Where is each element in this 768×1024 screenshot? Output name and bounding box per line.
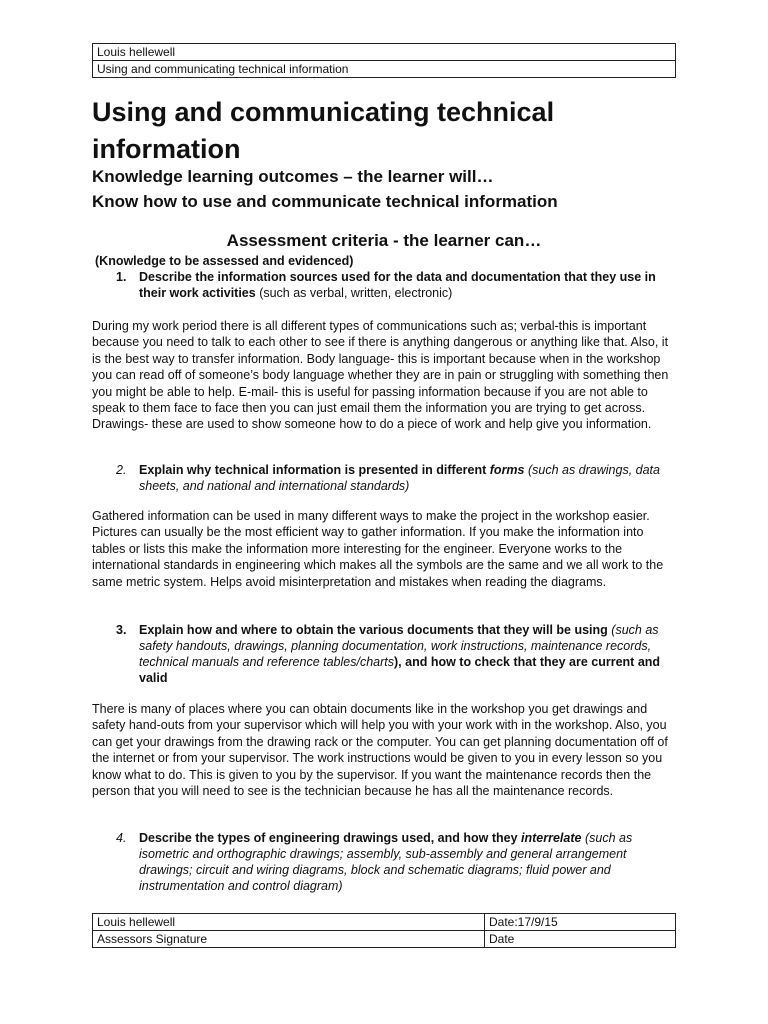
question-text: Explain why technical information is presented in different	[139, 463, 490, 477]
question-text: Explain how and where to obtain the various documents that they will be using	[139, 623, 608, 637]
date-label: Date	[485, 931, 676, 948]
footer-name: Louis hellewell	[93, 914, 485, 931]
question-number: 4.	[116, 831, 127, 845]
header-subject: Using and communicating technical information	[93, 61, 676, 78]
question-4	[116, 830, 676, 894]
header-table	[92, 43, 676, 78]
question-number: 3.	[116, 623, 127, 637]
assessment-note: (Knowledge to be assessed and evidenced)	[95, 254, 354, 268]
question-text-end: ), and how to check that they are current and valid	[139, 655, 661, 685]
answer-1: During my work period there is all different types of communications such as; verbal-this is important because you need to talk to each other to see if there is anything dangerous or anything like that. Also, it is the best way to transfer information. Body language- this is important because when in the workshop you can read off of someone’s body language whether they are in pain or struggling with something then you might be able to help. E-mail- this is useful for passing information because if you are not able to speak to them face to face then you can just email them the information you are trying to get across. Drawings- these are used to show someone how to do a piece of work and help give you information.	[92, 319, 669, 432]
question-examples: (such as drawings, data sheets, and national and international standards)	[139, 463, 660, 493]
question-examples: (such as safety handouts, drawings, planning documentation, work instructions, maintenance records, technical manuals and reference tables/charts	[139, 623, 659, 669]
question-number: 2.	[116, 463, 127, 477]
outcome-heading: Knowledge learning outcomes – the learner will…	[92, 167, 494, 186]
signature-label: Assessors Signature	[93, 931, 485, 948]
footer-table	[92, 913, 676, 948]
answer-3: There is many of places where you can obtain documents like in the workshop you get drawings and safety hand-outs from your supervisor which will help you with your work with in the workshop. Also, you can get your drawings from the drawing rack or the computer. You can get planning documentation off of the internet or from your supervisor. The work instructions would be given to you in every lesson so you know what to do. This is given to you by the supervisor. If you want the maintenance records then the person that you will need to see is the technician because he has all the maintenance records.	[92, 702, 668, 799]
question-examples: (such as verbal, written, electronic)	[255, 286, 453, 300]
question-emphasis: interrelate	[521, 831, 582, 845]
question-text: Describe the information sources used for the data and documentation that they use in their work activities	[139, 270, 656, 300]
outcome-statement: Know how to use and communicate technical information	[92, 192, 558, 211]
question-2	[116, 462, 676, 494]
question-3	[116, 622, 676, 686]
assessment-heading: Assessment criteria - the learner can…	[226, 231, 542, 250]
question-emphasis: forms	[489, 463, 525, 477]
page-title: Using and communicating technical information	[92, 97, 555, 164]
question-1	[116, 269, 676, 301]
question-examples: (such as isometric and orthographic drawings; assembly, sub-assembly and general arrangement drawings; circuit and wiring diagrams, block and schematic diagrams; fluid power and instrumentation and control diagram)	[139, 831, 633, 893]
footer-date-value: Date:17/9/15	[485, 914, 676, 931]
answer-2: Gathered information can be used in many different ways to make the project in the workshop easier. Pictures can usually be the most efficient way to gather information. If you make the information into tables or lists this make the information more interesting for the engineer. Everyone works to the international standards in engineering which makes all the symbols are the same and we all work to the same metric system. Helps avoid misinterpretation and mistakes when reading the diagrams.	[92, 509, 664, 589]
header-name: Louis hellewell	[93, 44, 676, 61]
question-number: 1.	[116, 270, 127, 284]
question-text: Describe the types of engineering drawings used, and how they	[139, 831, 522, 845]
